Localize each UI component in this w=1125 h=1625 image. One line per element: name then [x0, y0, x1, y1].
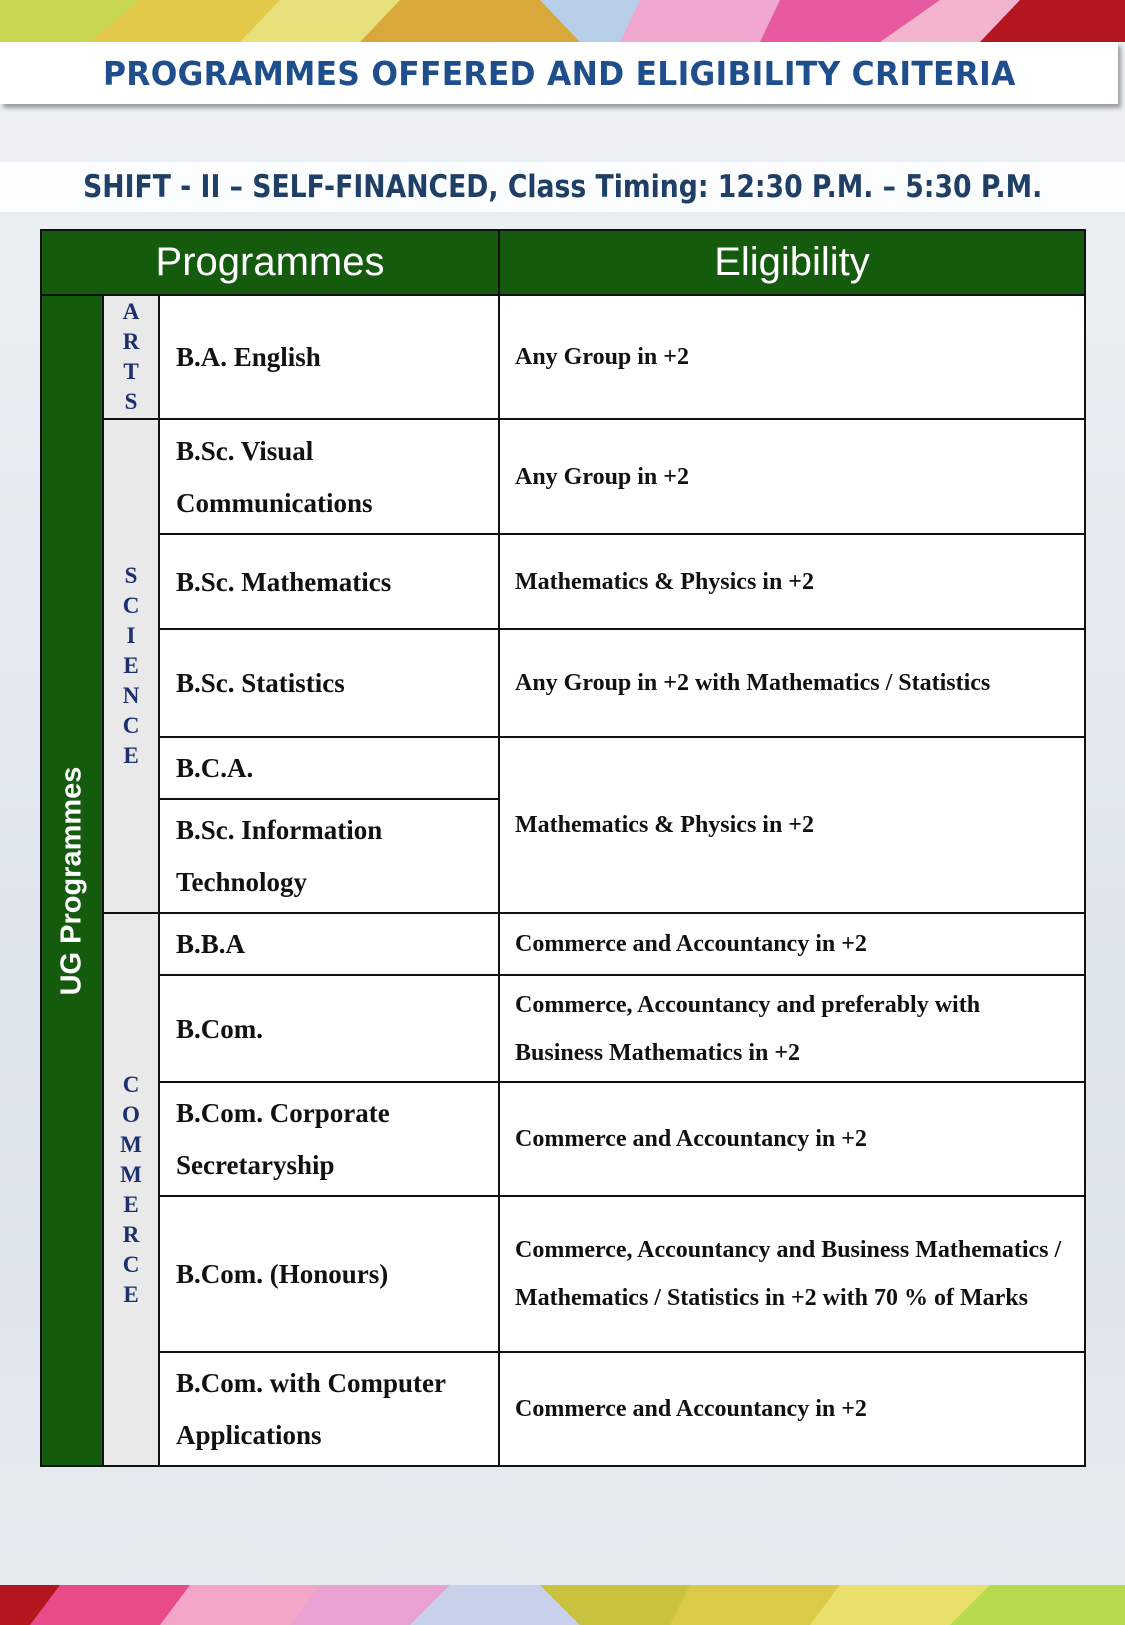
category-commerce: C O M M E R C E — [103, 913, 159, 1466]
programme-name: B.Com. with Computer Applications — [159, 1352, 499, 1466]
programme-name: B.Sc. Mathematics — [159, 534, 499, 629]
table-row — [41, 1082, 1085, 1196]
eligibility-text: Commerce and Accountancy in +2 — [499, 1082, 1085, 1196]
programmes-table — [40, 229, 1086, 1467]
eligibility-text: Mathematics & Physics in +2 — [499, 737, 1085, 913]
eligibility-text: Commerce, Accountancy and preferably with Business Mathematics in +2 — [499, 975, 1085, 1082]
category-science: S C I E N C E — [103, 419, 159, 913]
table-row — [41, 1196, 1085, 1352]
eligibility-text: Commerce and Accountancy in +2 — [499, 913, 1085, 975]
programmes-column-header: Programmes — [41, 230, 499, 295]
table-row — [41, 629, 1085, 737]
eligibility-text: Commerce, Accountancy and Business Mathematics / Mathematics / Statistics in +2 with 70 % of Marks — [499, 1196, 1085, 1352]
programme-name: B.C.A. — [159, 737, 499, 799]
table-row — [41, 419, 1085, 534]
ug-programmes-label-cell — [41, 295, 103, 1466]
eligibility-text: Any Group in +2 with Mathematics / Statistics — [499, 629, 1085, 737]
table-row — [41, 534, 1085, 629]
table-row — [41, 295, 1085, 419]
shift-timing: SHIFT - II – SELF-FINANCED, Class Timing: 12:30 P.M. – 5:30 P.M. — [82, 169, 1043, 205]
shift-bar — [0, 162, 1125, 212]
top-decorative-band — [0, 0, 1125, 42]
eligibility-column-header: Eligibility — [499, 230, 1085, 295]
programme-name: B.Sc. Statistics — [159, 629, 499, 737]
programme-name: B.Sc. Information Technology — [159, 799, 499, 913]
programme-name: B.B.A — [159, 913, 499, 975]
programme-name: B.Com. — [159, 975, 499, 1082]
programme-name: B.A. English — [159, 295, 499, 419]
table-row — [41, 975, 1085, 1082]
table-header-row — [41, 230, 1085, 295]
page-title: PROGRAMMES OFFERED AND ELIGIBILITY CRITERIA — [102, 53, 1016, 93]
eligibility-text: Any Group in +2 — [499, 295, 1085, 419]
category-arts: A R T S — [103, 295, 159, 419]
table-row — [41, 1352, 1085, 1466]
table-row — [41, 913, 1085, 975]
eligibility-text: Any Group in +2 — [499, 419, 1085, 534]
eligibility-text: Mathematics & Physics in +2 — [499, 534, 1085, 629]
eligibility-text: Commerce and Accountancy in +2 — [499, 1352, 1085, 1466]
bottom-decorative-band — [0, 1585, 1125, 1625]
programme-name: B.Com. Corporate Secretaryship — [159, 1082, 499, 1196]
title-bar — [0, 42, 1118, 104]
table-row — [41, 737, 1085, 799]
programme-name: B.Sc. Visual Communications — [159, 419, 499, 534]
ug-programmes-label: UG Programmes — [55, 766, 88, 995]
programme-name: B.Com. (Honours) — [159, 1196, 499, 1352]
